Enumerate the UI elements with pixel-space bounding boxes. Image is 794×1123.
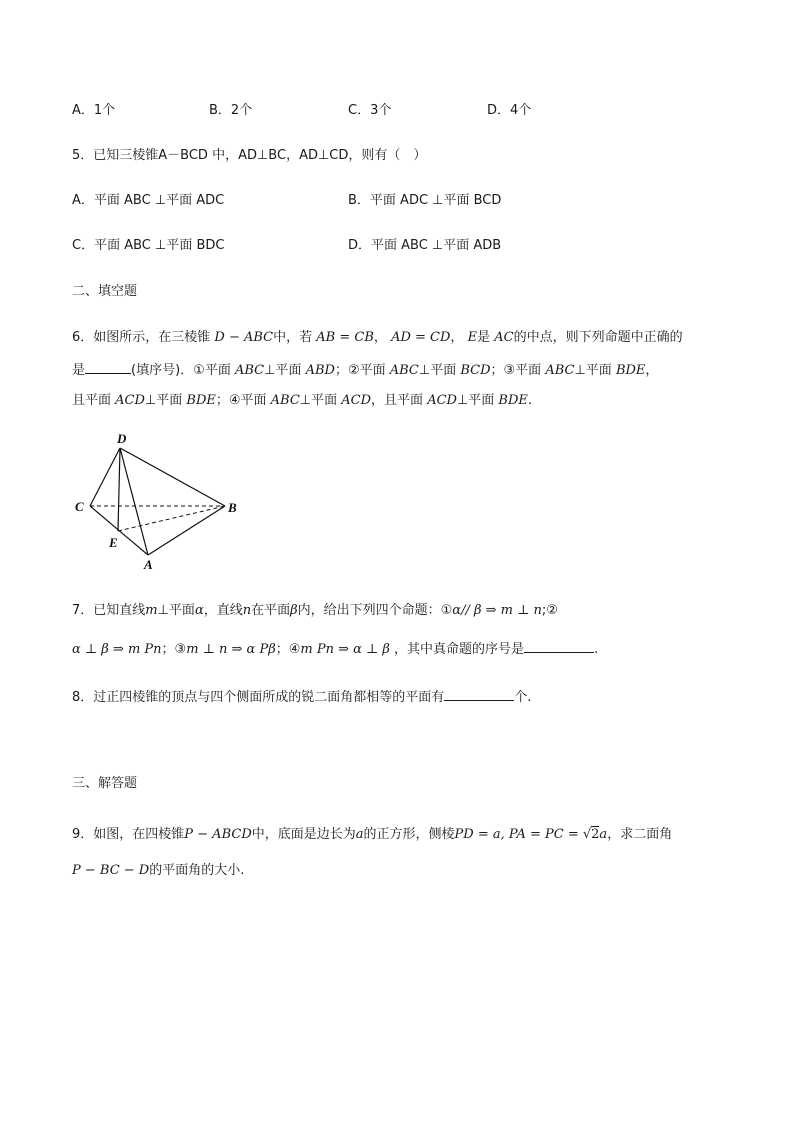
- q6-line-1: [72, 330, 683, 346]
- q6-math: BDE: [186, 393, 216, 408]
- q7-text: ⊥平面: [157, 603, 195, 618]
- q6-math: ACD: [427, 393, 457, 408]
- q7-line-1: [72, 603, 558, 619]
- q6-math: ACD: [341, 393, 372, 408]
- q7-math: β: [290, 603, 298, 618]
- q7-math: α: [194, 603, 204, 618]
- vertex-label-E: E: [109, 535, 118, 550]
- q6-text: ，: [645, 363, 659, 378]
- q5-option-b: B．平面 ADC ⊥平面 BCD: [348, 193, 502, 208]
- q7-line-2: [72, 640, 598, 658]
- q6-math: ABC: [389, 363, 419, 378]
- q5-option-c: C．平面 ABC ⊥平面 BDC: [72, 238, 225, 253]
- q6-text: ，: [450, 330, 464, 345]
- q4-option-c: C．3个: [348, 103, 392, 118]
- q7-proposition-2: α ⊥ β ⇒ m Pn: [72, 642, 162, 657]
- q6-math: BDE: [615, 363, 646, 378]
- q9-math: P − BC − D: [72, 863, 150, 878]
- q6-math: ACD: [115, 393, 145, 408]
- q6-math: ABC: [545, 363, 575, 378]
- q6-text: (填序号)．①平面: [131, 363, 231, 378]
- q7-text: 内，给出下列四个命题：①: [297, 603, 453, 618]
- q9-text: ，求二面角: [607, 827, 673, 842]
- q6-math: D − ABC: [214, 330, 274, 345]
- q6-line-2: [72, 361, 658, 379]
- q7-text: ，其中真命题的序号是: [394, 642, 525, 657]
- q9-math: a: [599, 827, 608, 842]
- q6-line-3: [72, 393, 532, 409]
- q8-text: 8．过正四棱锥的顶点与四个侧面所成的锐二面角都相等的平面有: [72, 690, 445, 705]
- q6-text: 是: [477, 330, 491, 345]
- q6-math: ABD: [305, 363, 335, 378]
- q6-text: 的中点，则下列命题中正确的: [513, 330, 683, 345]
- q7-text: ；③: [161, 642, 187, 657]
- q7-text: 在平面: [251, 603, 291, 618]
- q6-text: ，: [373, 330, 387, 345]
- q7-text: .: [594, 642, 599, 657]
- q9-line-1: [72, 827, 672, 843]
- q9-sqrt-radicand: 2: [591, 827, 600, 842]
- vertex-label-C: C: [75, 499, 84, 514]
- q6-text: ⊥平面: [574, 363, 612, 378]
- sqrt-symbol: √: [582, 827, 592, 842]
- q6-text: ，且平面: [371, 393, 424, 408]
- q6-text: ；③平面: [490, 363, 542, 378]
- q9-text: 的正方形，侧棱: [363, 827, 455, 842]
- q7-text: 7．已知直线: [72, 603, 146, 618]
- vertex-label-A: A: [144, 557, 153, 572]
- q6-text: ；④平面: [215, 393, 267, 408]
- q9-math: P − ABCD: [184, 827, 252, 842]
- q9-text: 9．如图，在四棱锥: [72, 827, 185, 842]
- q8-line: [72, 688, 531, 706]
- q6-text: 中，若: [273, 330, 313, 345]
- q6-math: AC: [494, 330, 514, 345]
- q7-proposition-1: α// β ⇒ m ⊥ n: [452, 603, 542, 618]
- q5-option-a: A．平面 ABC ⊥平面 ADC: [72, 193, 225, 208]
- q6-text: 且平面: [72, 393, 112, 408]
- q6-text: ⊥平面: [144, 393, 183, 408]
- q6-math: AD = CD: [391, 330, 451, 345]
- q7-proposition-3: m ⊥ n ⇒ α Pβ: [186, 642, 276, 657]
- q6-text: ⊥平面: [264, 363, 302, 378]
- q7-text: ;②: [541, 603, 558, 618]
- q6-math: ABC: [270, 393, 300, 408]
- q6-text: ⊥平面: [299, 393, 338, 408]
- q6-text: ；②平面: [334, 363, 386, 378]
- vertex-label-D: D: [117, 431, 127, 446]
- q6-math: BDE: [498, 393, 528, 408]
- q6-text: ⊥平面: [418, 363, 457, 378]
- q6-math: BCD: [460, 363, 491, 378]
- q6-answer-blank[interactable]: [85, 361, 131, 374]
- q7-text: ，直线: [203, 603, 243, 618]
- edge-EB-hidden: [118, 506, 225, 531]
- q9-text: 中，底面是边长为: [251, 827, 356, 842]
- q6-text: 6．如图所示，在三棱锥: [72, 330, 211, 345]
- q6-math: AB = CB: [316, 330, 374, 345]
- q9-line-2: [72, 863, 244, 879]
- q7-answer-blank[interactable]: [524, 640, 594, 653]
- q6-text: ⊥平面: [456, 393, 495, 408]
- q7-math: n: [242, 603, 252, 618]
- q4-option-a: A．1个: [72, 103, 116, 118]
- q7-proposition-4: m Pn ⇒ α ⊥ β: [300, 642, 390, 657]
- edge-DB: [120, 448, 225, 506]
- edge-DE: [118, 448, 120, 531]
- vertex-label-B: B: [228, 500, 237, 515]
- q9-math: a: [355, 827, 364, 842]
- q5-option-d: D．平面 ABC ⊥平面 ADB: [348, 238, 502, 253]
- section-fill-in-title: 二、填空题: [72, 284, 138, 299]
- edge-DA: [120, 448, 148, 555]
- q7-math: m: [145, 603, 158, 618]
- q8-text: 个.: [514, 690, 532, 705]
- tetrahedron-figure: [70, 428, 250, 573]
- q7-text: ；④: [275, 642, 301, 657]
- q9-math: PD = a, PA = PC =: [454, 827, 583, 842]
- edge-AB: [148, 506, 225, 555]
- q4-option-b: B．2个: [209, 103, 253, 118]
- q6-text: .: [527, 393, 533, 408]
- q6-text: 是: [72, 363, 86, 378]
- q5-stem: 5．已知三棱锥A－BCD 中，AD⊥BC，AD⊥CD，则有（ ）: [72, 148, 427, 163]
- q4-option-d: D．4个: [487, 103, 532, 118]
- q8-answer-blank[interactable]: [444, 688, 514, 701]
- edge-DC: [90, 448, 120, 506]
- section-solve-title: 三、解答题: [72, 776, 138, 791]
- q6-math: ABC: [234, 363, 265, 378]
- q9-text: 的平面角的大小.: [149, 863, 245, 878]
- q6-math: E: [467, 330, 478, 345]
